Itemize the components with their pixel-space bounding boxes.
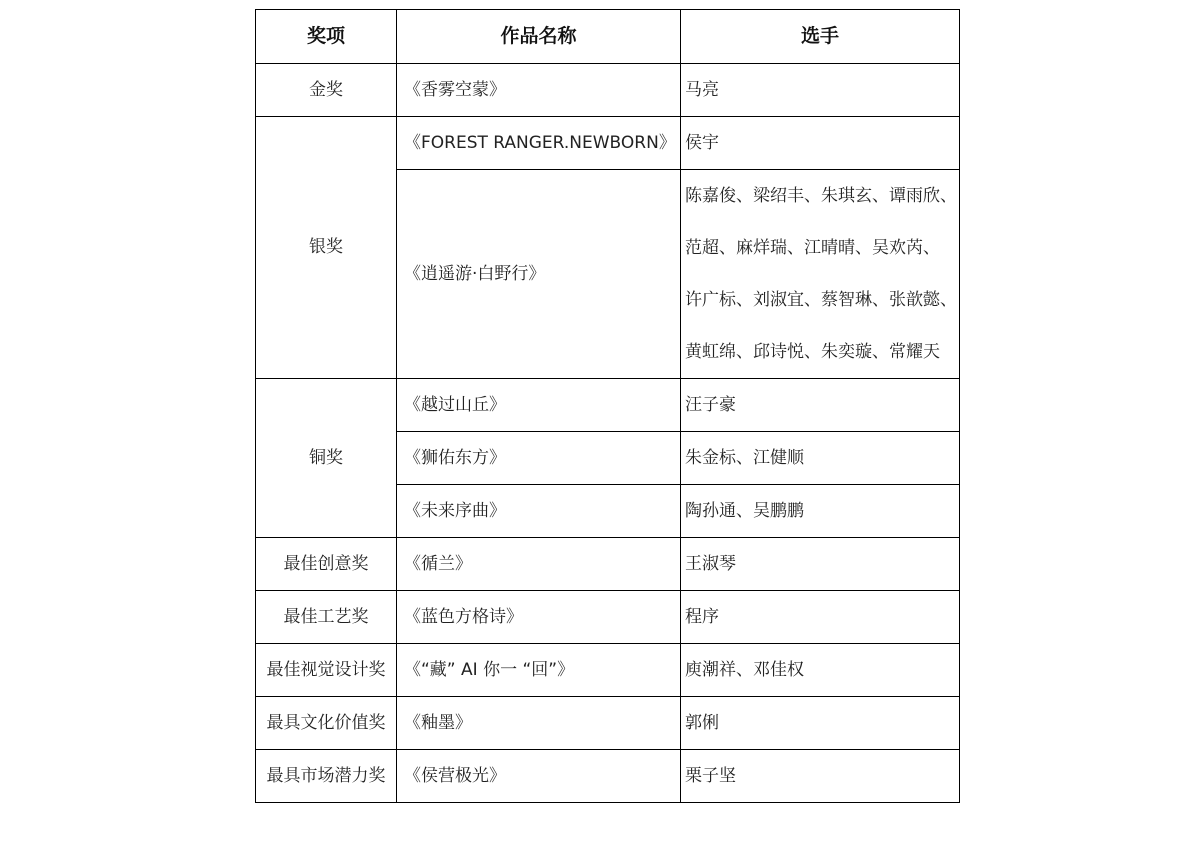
player-cell: 汪子豪 [681,379,960,432]
table-row [256,644,960,697]
work-cell: 《侯营极光》 [397,750,681,803]
table-row [256,64,960,117]
header-work: 作品名称 [397,10,681,64]
award-cell-best-market: 最具市场潜力奖 [256,750,397,803]
player-cell: 朱金标、江健顺 [681,432,960,485]
player-cell: 程序 [681,591,960,644]
award-cell-best-craft: 最佳工艺奖 [256,591,397,644]
player-cell: 庾潮祥、邓佳权 [681,644,960,697]
table-row [256,379,960,432]
player-cell: 侯宇 [681,117,960,170]
work-cell: 《循兰》 [397,538,681,591]
player-cell-multiline [681,170,960,379]
award-cell-best-creative: 最佳创意奖 [256,538,397,591]
work-cell: 《未来序曲》 [397,485,681,538]
player-cell: 郭俐 [681,697,960,750]
header-player: 选手 [681,10,960,64]
work-cell: 《“藏” AI 你一 “回”》 [397,644,681,697]
player-cell: 陶孙通、吴鹏鹏 [681,485,960,538]
awards-table [255,9,960,803]
header-award: 奖项 [256,10,397,64]
player-line: 范超、麻烊瑞、江晴晴、吴欢芮、 [685,238,940,258]
work-cell: 《釉墨》 [397,697,681,750]
table-row [256,591,960,644]
work-cell: 《蓝色方格诗》 [397,591,681,644]
award-cell-gold: 金奖 [256,64,397,117]
table-row [256,117,960,170]
player-cell: 马亮 [681,64,960,117]
work-cell: 《狮佑东方》 [397,432,681,485]
table-header-row [256,10,960,64]
work-cell: 《香雾空蒙》 [397,64,681,117]
award-cell-silver: 银奖 [256,117,397,379]
award-cell-best-visual: 最佳视觉设计奖 [256,644,397,697]
work-cell: 《FOREST RANGER.NEWBORN》 [397,117,681,170]
player-list [685,170,959,378]
table-row [256,697,960,750]
table-row [256,750,960,803]
work-cell: 《越过山丘》 [397,379,681,432]
player-cell: 栗子坚 [681,750,960,803]
player-line: 许广标、刘淑宜、蔡智琳、张歆懿、 [685,290,957,310]
player-cell: 王淑琴 [681,538,960,591]
player-line: 陈嘉俊、梁绍丰、朱琪玄、谭雨欣、 [685,186,957,206]
work-cell: 《逍遥游·白野行》 [397,170,681,379]
player-line: 黄虹绵、邱诗悦、朱奕璇、常耀天 [685,342,940,362]
award-cell-best-culture: 最具文化价值奖 [256,697,397,750]
table-row [256,538,960,591]
award-cell-bronze: 铜奖 [256,379,397,538]
